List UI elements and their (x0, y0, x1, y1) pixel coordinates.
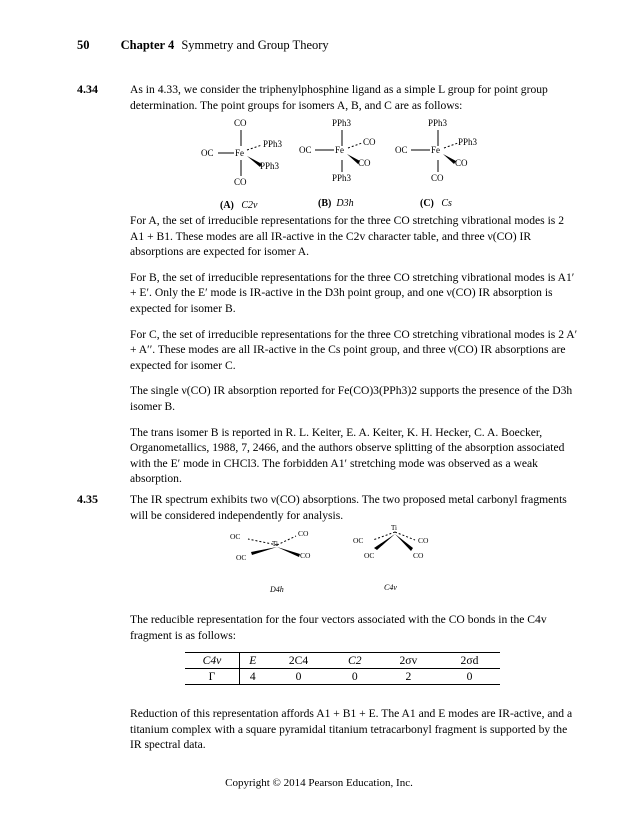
table-cell: 2 (405, 670, 412, 683)
isomer-b-top-pph3: PPh3 (332, 118, 352, 128)
isomer-b-lower-co: CO (358, 158, 371, 168)
page-number: 50 (77, 38, 90, 52)
table-cell: 0 (466, 670, 473, 683)
table-header-row (185, 653, 500, 669)
d4h-co-upper: CO (298, 529, 309, 538)
caption-a: (A) C2v (220, 200, 258, 211)
c4v-titanium: Ti (391, 524, 397, 532)
c4v-co-lower: CO (413, 551, 424, 560)
table-header-cell: E (240, 653, 266, 669)
table-cell: 0 (295, 670, 302, 683)
table-header-cell: 2σv (378, 653, 439, 669)
isomer-a-pph3-lower: PPh3 (260, 161, 280, 171)
c4v-oc-upper: OC (353, 536, 364, 545)
d4h-oc-upper: OC (230, 532, 241, 541)
para-single-absorption: The single ν(CO) IR absorption reported for Fe(CO)3(PPh3)2 supports the presence of the D3h isomer B. (130, 384, 573, 413)
d4h-oc-lower: OC (236, 553, 247, 562)
table-header-cell: C2 (332, 653, 378, 669)
table-header-cell: 2C4 (265, 653, 331, 669)
c4v-oc-lower: OC (364, 551, 375, 560)
isomer-a-bottom-co: CO (234, 177, 247, 187)
fe-isomers-figure (190, 112, 520, 217)
d4h-co-lower: CO (300, 551, 311, 560)
c4v-fragment-structure (373, 532, 415, 551)
table-row-label: Γ (185, 669, 240, 685)
problem-number-4-35: 4.35 (77, 492, 98, 506)
isomer-c-top-pph3: PPh3 (428, 118, 448, 128)
isomer-b-left-oc: OC (299, 145, 312, 155)
isomer-a-top-co: CO (234, 118, 247, 128)
problem-4-35-intro: The IR spectrum exhibits two ν(CO) absorptions. The two proposed metal carbonyl fragments will be considered independently for analysis. (130, 493, 567, 522)
isomer-c-left-oc: OC (395, 145, 408, 155)
problem-4-34-intro: As in 4.33, we consider the triphenylphosphine ligand as a simple L group for point group determination. The point groups for isomers A, B, and C are as follows: (130, 83, 548, 112)
page-header (77, 38, 329, 53)
problem-4-34-body (130, 213, 580, 487)
table-header-cell: C4v (185, 653, 240, 669)
chapter-title: Symmetry and Group Theory (181, 38, 329, 52)
table-cell: 4 (249, 670, 256, 683)
table-header-cell: 2σd (439, 653, 500, 669)
isomer-a-left-oc: OC (201, 148, 214, 158)
isomer-c-iron: Fe (431, 145, 440, 155)
isomer-b-right-co: CO (363, 137, 376, 147)
ti-fragments-drawing (230, 528, 450, 603)
isomer-c-right-pph3: PPh3 (458, 137, 478, 147)
c4v-co-upper: CO (418, 536, 429, 545)
d4h-titanium: Ti (272, 540, 278, 548)
chapter-label: Chapter 4 (120, 38, 175, 52)
para-reduction: Reduction of this representation affords A1 + B1 + E. The A1 and E modes are IR-active, and a titanium complex with a square pyramidal titanium tetracarbonyl fragment is supported by the IR spectral data. (130, 707, 573, 752)
character-table (185, 652, 500, 685)
para-trans-reference: The trans isomer B is reported in R. L. Keiter, E. A. Keiter, K. H. Hecker, C. A. Boecker, Organometallics, 1988, 7, 2466, and the authors observe splitting of the absorption associated with the E′ mode in CHCl3. The forbidden A1′ stretching mode was observed as a weak absorption. (130, 425, 565, 486)
para-isomer-a: For A, the set of irreducible representations for the three CO stretching vibrational modes is 2 A1 + B1. These modes are all IR-active in the C2v character table, and three ν(CO) IR absorptions are expected for isomer A. (130, 214, 565, 259)
table-cell: 0 (351, 670, 358, 683)
isomer-b-iron: Fe (335, 145, 344, 155)
isomer-a-pph3-upper: PPh3 (263, 139, 283, 149)
caption-c: (C) Cs (420, 198, 452, 209)
caption-d4h: D4h (270, 585, 284, 594)
para-isomer-b: For B, the set of irreducible representations for the three CO stretching vibrational modes is A1′ + E′. Only the E′ mode is IR-active in the D3h point group, and one ν(CO) IR absorption is expected for isomer B. (130, 270, 575, 315)
table-row (185, 669, 500, 685)
ti-fragments-figure (230, 524, 450, 603)
isomer-a-iron: Fe (235, 148, 244, 158)
isomer-b-bottom-pph3: PPh3 (332, 173, 352, 183)
isomer-c-lower-co: CO (455, 158, 468, 168)
para-reducible: The reducible representation for the four vectors associated with the CO bonds in the C4v fragment is as follows: (130, 613, 547, 642)
para-isomer-c: For C, the set of irreducible representations for the three CO stretching vibrational modes is 2 A′ + A′′. These modes are all IR-active in the Cs point group, and three ν(CO) IR absorptions are expected for isomer C. (130, 327, 578, 372)
caption-c4v: C4v (384, 583, 397, 592)
isomer-c-bottom-co: CO (431, 173, 444, 183)
caption-b: (B) D3h (318, 198, 354, 209)
problem-number-4-34: 4.34 (77, 82, 98, 96)
copyright-footer: Copyright © 2014 Pearson Education, Inc. (225, 777, 413, 789)
